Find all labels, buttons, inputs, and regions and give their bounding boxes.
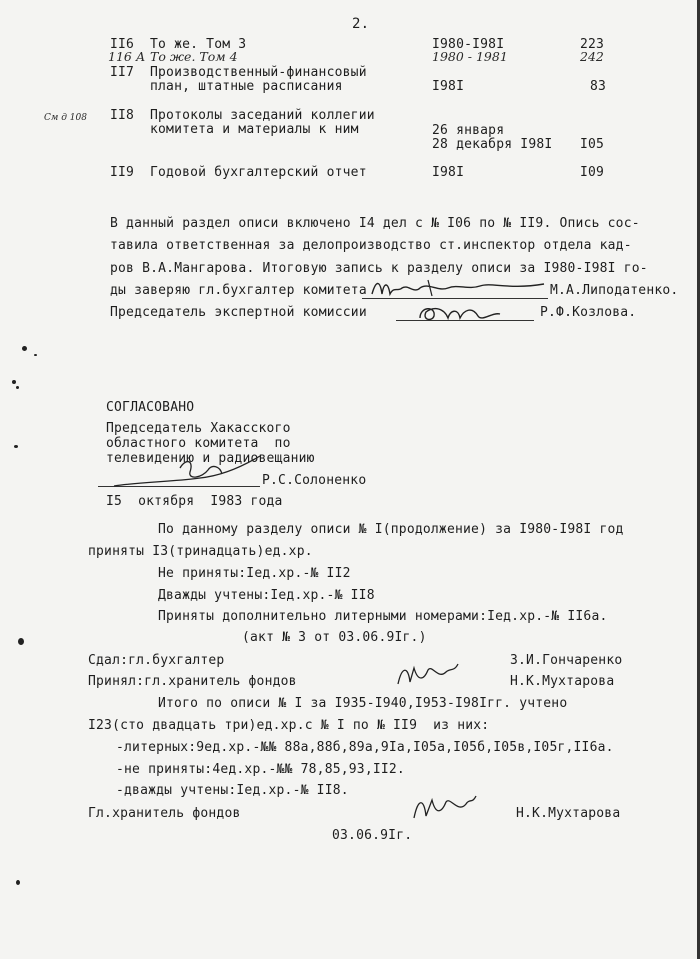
item-dates: I98I	[432, 165, 465, 180]
scan-speck	[18, 638, 24, 645]
final-signature	[410, 790, 480, 824]
final-date: 03.06.9Iг.	[332, 828, 413, 843]
item-number: II8	[110, 108, 135, 123]
item-dates: I980-I98I	[432, 37, 505, 52]
handover-label: Принял:гл.хранитель фондов	[88, 674, 297, 689]
handwritten-item-title: То же. Том 4	[150, 49, 238, 64]
acceptance-line: По данному разделу описи № I(продолжение) за I980-I98I год	[158, 522, 624, 537]
keeper-label: Гл.хранитель фондов	[88, 806, 241, 821]
page-number: 2.	[352, 16, 370, 32]
approval-signature	[110, 448, 280, 494]
acceptance-act: (акт № 3 от 03.06.9Iг.)	[242, 630, 427, 645]
commission-name: Р.Ф.Козлова.	[540, 305, 637, 320]
approval-line: телевидению и радиовещанию	[106, 451, 315, 466]
item-number: II7	[110, 65, 135, 80]
handwritten-item-number: 116 А	[108, 49, 146, 64]
scan-speck	[12, 380, 16, 384]
accountant-signature	[368, 276, 548, 300]
totals-line: -литерных:9ед.хр.-№№ 88а,88б,89а,9Iа,I05а,I05б,I05в,I05г,II6а.	[116, 740, 614, 755]
handover-name: Н.К.Мухтарова	[510, 674, 615, 689]
approval-line: областного комитета по	[106, 436, 291, 451]
item-title: комитета и материалы к ним	[150, 122, 359, 137]
summary-line: ров В.А.Мангарова. Итоговую запись к разделу описи за I980-I98I го-	[110, 261, 648, 276]
handover-name: З.И.Гончаренко	[510, 653, 623, 668]
item-number: II6	[110, 37, 135, 52]
item-number: II9	[110, 165, 135, 180]
item-sheets: 223	[580, 37, 605, 52]
keeper-signature	[394, 660, 464, 690]
item-title: план, штатные расписания	[150, 79, 343, 94]
item-sheets: I05	[580, 137, 605, 152]
scan-speck	[34, 354, 37, 356]
scan-speck	[16, 386, 19, 389]
commission-signature	[414, 302, 504, 324]
totals-line: -не приняты:4ед.хр.-№№ 78,85,93,II2.	[116, 762, 405, 777]
handover-label: Сдал:гл.бухгалтер	[88, 653, 225, 668]
keeper-name: Н.К.Мухтарова	[516, 806, 621, 821]
scan-speck	[14, 445, 18, 448]
item-dates: 26 января	[432, 123, 505, 138]
item-title: Протоколы заседаний коллегии	[150, 108, 375, 123]
totals-line: Итого по описи № I за I935-I940,I953-I98Iгг. учтено	[158, 696, 568, 711]
acceptance-line: Дважды учтены:Iед.хр.-№ II8	[158, 588, 375, 603]
scan-speck	[16, 880, 20, 885]
approval-line: Председатель Хакасского	[106, 421, 291, 436]
item-sheets: I09	[580, 165, 605, 180]
item-title: То же. Том 3	[150, 37, 247, 52]
summary-line: тавила ответственная за делопроизводство ст.инспектор отдела кад-	[110, 238, 632, 253]
acceptance-line: Приняты дополнительно литерными номерами:Iед.хр.-№ II6а.	[158, 609, 608, 624]
scan-speck	[22, 346, 27, 351]
accountant-name: М.А.Липодатенко.	[550, 283, 679, 298]
handwritten-item-dates: 1980 - 1981	[432, 49, 508, 64]
totals-line: -дважды учтены:Iед.хр.-№ II8.	[116, 783, 349, 798]
totals-line: I23(сто двадцать три)ед.хр.с № I по № II9 из них:	[88, 718, 490, 733]
item-title: Производственный-финансовый	[150, 65, 367, 80]
acceptance-line: приняты I3(тринадцать)ед.хр.	[88, 544, 313, 559]
margin-note: См д 108	[44, 113, 87, 123]
item-dates: I98I	[432, 79, 465, 94]
commission-label: Председатель экспертной комиссии	[110, 305, 367, 320]
handwritten-item-sheets: 242	[580, 49, 604, 64]
item-sheets: 83	[590, 79, 607, 94]
approval-heading: СОГЛАСОВАНО	[106, 400, 195, 415]
item-dates: 28 декабря I98I	[432, 137, 553, 152]
approval-name: Р.С.Солоненко	[262, 473, 367, 488]
summary-line: В данный раздел описи включено I4 дел с № I06 по № II9. Опись сос-	[110, 216, 640, 231]
summary-line: ды заверяю гл.бухгалтер комитета	[110, 283, 367, 298]
acceptance-line: Не приняты:Iед.хр.-№ II2	[158, 566, 351, 581]
item-title: Годовой бухгалтерский отчет	[150, 165, 367, 180]
approval-date: I5 октября I983 года	[106, 494, 283, 509]
